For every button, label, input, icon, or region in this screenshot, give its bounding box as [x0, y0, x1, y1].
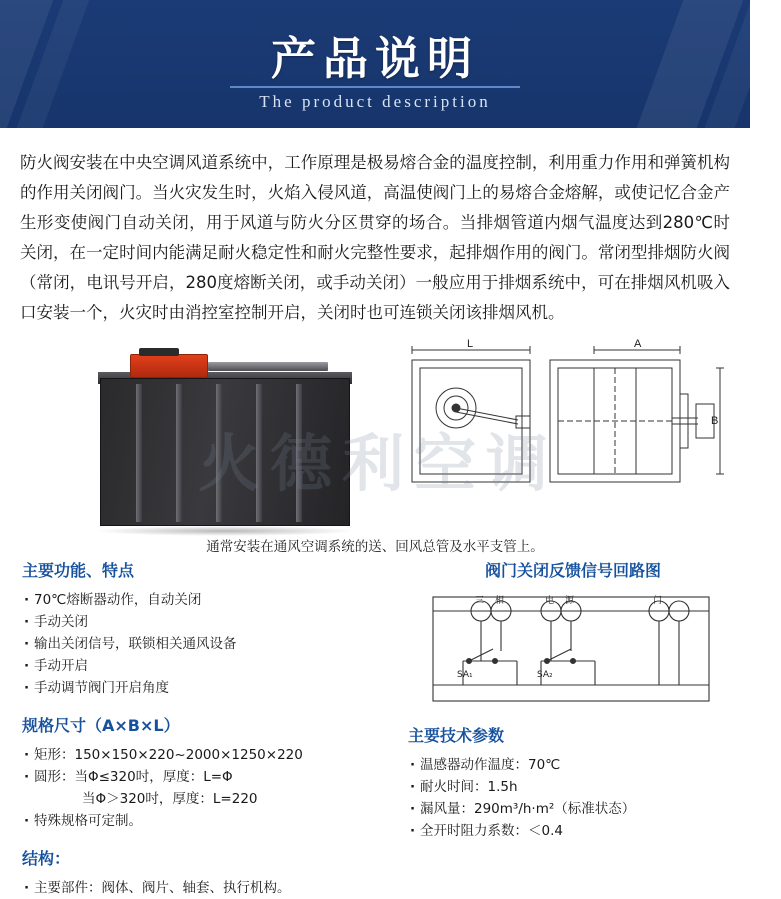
features-list	[22, 589, 392, 699]
photo-blade	[296, 384, 302, 522]
list-item: · 漏风量：290m³/h·m²（标准状态）	[408, 798, 738, 820]
structure-title: 结构：	[22, 849, 71, 868]
photo-blade	[176, 384, 182, 522]
params-list	[408, 754, 738, 842]
spec-title: 规格尺寸（A×B×L）	[22, 716, 180, 735]
list-item: · 耐火时间：1.5h	[408, 776, 738, 798]
intro-paragraph: 防火阀安装在中央空调风道系统中，工作原理是极易熔合金的温度控制，利用重力作用和弹簧机构的作用关闭阀门。当火灾发生时，火焰入侵风道，高温使阀门上的易熔合金熔解，或使记忆合金产生形变使阀门自动关闭，用于风道与防火分区贯穿的场合。当排烟管道内烟气温度达到280℃时关闭，在一定时间内能满足耐火稳定性和耐火完整性要求，起排烟作用的阀门。常闭型排烟防火阀（常闭，电讯号开启，280度熔断关闭，或手动关闭）一般应用于排烟系统中，可在排烟风机吸入口安装一个，火灾时由消控室控制开启，关闭时也可连锁关闭该排烟风机。	[20, 153, 730, 322]
page-header	[0, 0, 750, 128]
page-subtitle: The product description	[259, 92, 491, 111]
spacer	[408, 709, 738, 723]
spacer	[22, 699, 392, 713]
list-item: · 温感器动作温度：70℃	[408, 754, 738, 776]
structure-list	[22, 877, 392, 899]
circuit-title: 阀门关闭反馈信号回路图	[484, 561, 661, 580]
list-item: · 手动开启	[22, 655, 392, 677]
content-columns	[0, 558, 750, 896]
params-title: 主要技术参数	[408, 726, 505, 745]
list-item: · 手动关闭	[22, 611, 392, 633]
list-item: · 圆形：当Φ≤320吋，厚度：L=Φ	[22, 766, 392, 788]
list-item: · 70℃熔断器动作，自动关闭	[22, 589, 392, 611]
list-item: · 主要部件：阀体、阀片、轴套、执行机构。	[22, 877, 392, 899]
list-item: · 输出关闭信号，联锁相关通风设备	[22, 633, 392, 655]
photo-actuator	[130, 354, 208, 378]
page-title: 产品说明	[270, 32, 479, 85]
svg-text:源: 源	[565, 596, 575, 606]
list-item: · 矩形：150×150×220~2000×1250×220	[22, 744, 392, 766]
dimension-label-L: L	[467, 338, 474, 350]
photo-blade	[216, 384, 222, 522]
list-item: · 手动调节阀门开启角度	[22, 677, 392, 699]
figures-row	[0, 338, 750, 555]
photo-blade	[136, 384, 142, 522]
circuit-diagram	[423, 589, 723, 709]
header-divider	[230, 86, 520, 88]
dimension-label-A: A	[634, 338, 642, 350]
features-title: 主要功能、特点	[22, 561, 135, 580]
spacer	[22, 832, 392, 846]
dimension-label-B: B	[711, 415, 719, 427]
list-item: · 全开时阻力系数：＜0.4	[408, 820, 738, 842]
list-item: 当Φ＞320吋，厚度：L=220	[82, 791, 258, 807]
list-item: · 特殊规格可定制。	[22, 810, 392, 832]
svg-text:三: 三	[475, 596, 485, 606]
watermark-text: 火德利空调	[197, 427, 558, 500]
figure-caption: 通常安装在通风空调系统的送、回风总管及水平支管上。	[206, 539, 544, 555]
spec-list	[22, 744, 392, 832]
photo-blade	[256, 384, 262, 522]
svg-text:电: 电	[545, 596, 555, 606]
svg-text:SA₂: SA₂	[537, 670, 553, 680]
technical-drawing	[398, 338, 728, 534]
product-photo	[90, 350, 370, 532]
svg-text:相: 相	[495, 596, 505, 606]
photo-link-bar	[208, 362, 328, 371]
left-column	[22, 558, 392, 899]
svg-text:门: 门	[653, 596, 663, 606]
right-column	[408, 558, 738, 842]
svg-text:SA₁: SA₁	[457, 670, 473, 680]
